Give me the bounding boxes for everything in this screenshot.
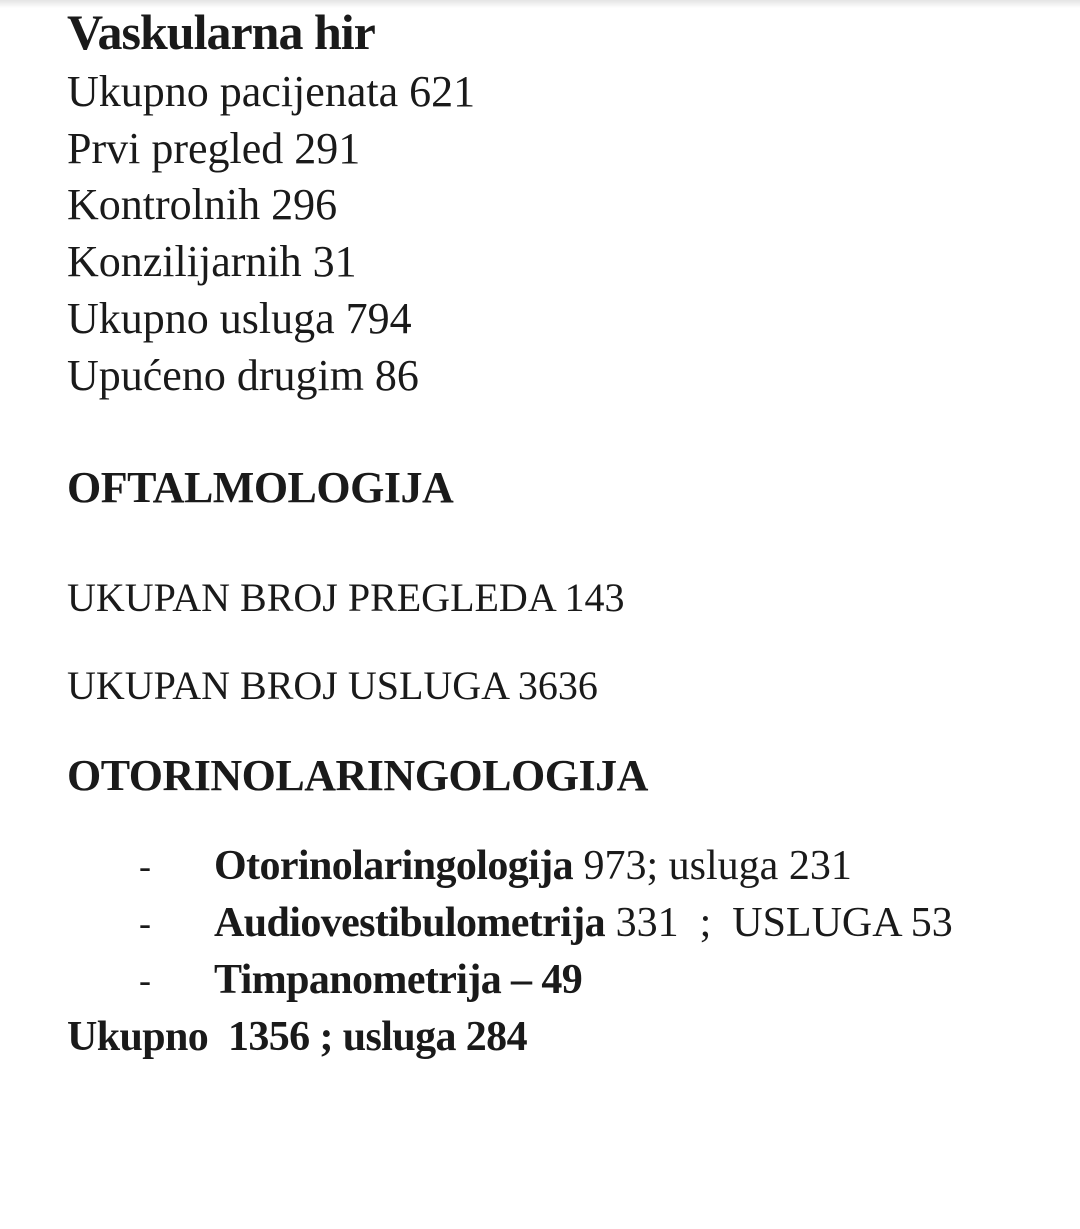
list-item <box>67 952 1057 1009</box>
stat-referred: Upućeno drugim 86 <box>67 350 419 400</box>
list-item-text <box>214 838 852 895</box>
stat-control: Kontrolnih 296 <box>67 180 338 230</box>
list-dash: - <box>139 846 151 886</box>
list-item-name: Timpanometrija – 49 <box>214 957 583 1003</box>
list-item-detail: 973; usluga 231 <box>573 843 852 889</box>
list-item-name: Audiovestibulometrija <box>214 900 606 946</box>
vascular-title: Vaskularna hir <box>67 4 375 60</box>
list-dash: - <box>139 960 151 1000</box>
stat-total-patients: Ukupno pacijenata 621 <box>67 67 476 116</box>
ent-list <box>67 838 1057 1009</box>
stat-total-services: Ukupno usluga 794 <box>67 293 412 343</box>
document-page <box>67 0 1057 1060</box>
list-item-detail: 331 ; USLUGA 53 <box>605 900 953 946</box>
ophthalmology-total-exams: UKUPAN BROJ PREGLEDA 143 <box>67 575 625 620</box>
stat-consultative: Konzilijarnih 31 <box>67 237 357 287</box>
ent-title: OTORINOLARINGOLOGIJA <box>67 751 648 800</box>
list-item-text <box>214 895 953 952</box>
list-item <box>67 895 1057 952</box>
list-item-name: Otorinolaringologija <box>214 843 573 889</box>
ent-total: Ukupno 1356 ; usluga 284 <box>67 1014 527 1060</box>
list-item-text <box>214 952 582 1009</box>
vascular-stats <box>67 64 475 404</box>
ophthalmology-total-services: UKUPAN BROJ USLUGA 3636 <box>67 663 598 708</box>
stat-first-exam: Prvi pregled 291 <box>67 123 361 173</box>
list-item <box>67 838 1057 895</box>
list-dash: - <box>139 903 151 943</box>
ophthalmology-title: OFTALMOLOGIJA <box>67 463 454 512</box>
